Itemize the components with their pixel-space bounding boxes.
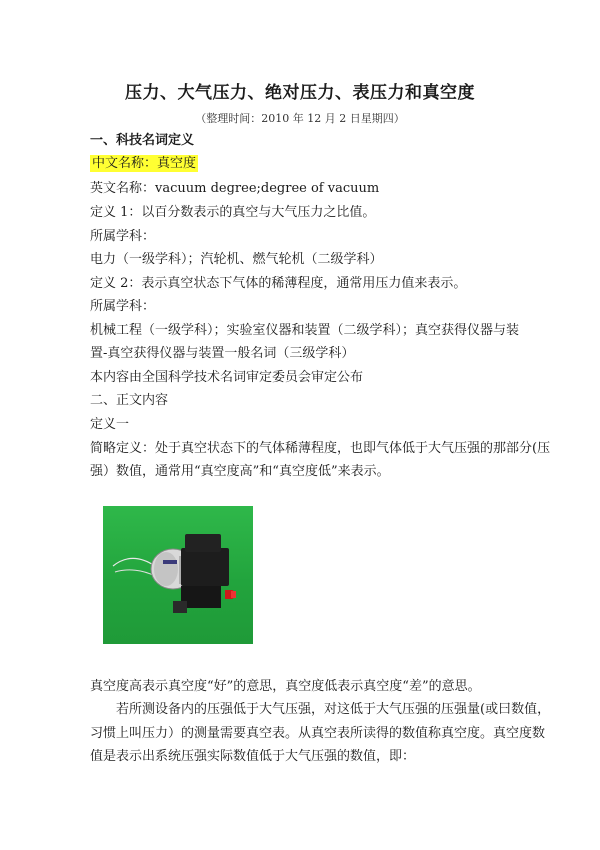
subject-value-1: 电力（一级学科）；汽轮机、燃气轮机（二级学科） <box>90 252 383 267</box>
definition-2: 定义 2：表示真空状态下气体的稀薄程度，通常用压力值来表示。 <box>90 276 467 291</box>
document-title: 压力、大气压力、绝对压力、表压力和真空度 <box>125 83 475 103</box>
definition-1: 定义 1：以百分数表示的真空与大气压力之比值。 <box>90 205 376 220</box>
section-heading-definitions: 一、科技名词定义 <box>90 133 195 148</box>
definition-one-label: 定义一 <box>90 417 130 432</box>
document-subtitle: （整理时间：2010 年 12 月 2 日星期四） <box>195 112 405 125</box>
highlighted-chinese-name: 中文名称：真空度 <box>92 156 197 171</box>
subject-value-2-line2: 置-真空获得仪器与装置一般名词（三级学科） <box>90 346 355 361</box>
chinese-name-line <box>90 155 198 173</box>
english-name-line: 英文名称：vacuum degree;degree of vacuum <box>90 181 380 196</box>
source-note: 本内容由全国科学技术名词审定委员会审定公布 <box>90 370 364 385</box>
vacuum-pump-photo <box>103 506 253 644</box>
paragraph-measure-line3: 值是表示出系统压强实际数值低于大气压强的数值，即： <box>90 749 416 764</box>
subject-label-2: 所属学科： <box>90 299 156 314</box>
subject-label-1: 所属学科： <box>90 229 156 244</box>
subject-value-2-line1: 机械工程（一级学科）；实验室仪器和装置（二级学科）；真空获得仪器与装 <box>90 323 520 338</box>
paragraph-high-low: 真空度高表示真空度“好”的意思，真空度低表示真空度“差”的意思。 <box>90 679 481 694</box>
paragraph-measure-line1: 若所测设备内的压强低于大气压强，对这低于大气压强的压强量(或曰数值， <box>116 702 551 717</box>
vacuum-pump-image <box>103 506 253 644</box>
brief-definition-line1: 简略定义：处于真空状态下的气体稀薄程度，也即气体低于大气压强的那部分(压 <box>90 441 551 456</box>
section-heading-content: 二、正文内容 <box>90 393 169 408</box>
brief-definition-line2: 强）数值，通常用“真空度高”和“真空度低”来表示。 <box>90 464 390 479</box>
paragraph-measure-line2: 习惯上叫压力）的测量需要真空表。从真空表所读得的数值称真空度。真空度数 <box>90 726 546 741</box>
